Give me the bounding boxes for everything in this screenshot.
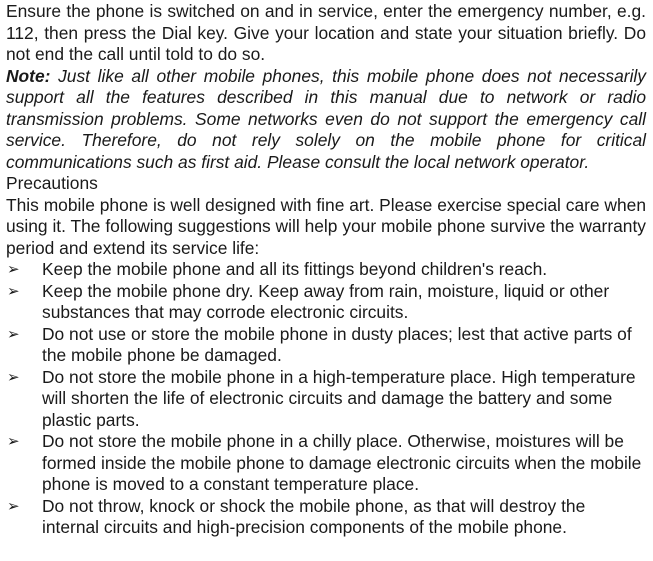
arrowhead-bullet-icon: ➢ <box>7 367 20 386</box>
list-item <box>6 259 646 281</box>
arrowhead-bullet-icon: ➢ <box>7 260 20 278</box>
list-item <box>6 281 646 324</box>
list-item-text: Do not store the mobile phone in a chilly place. Otherwise, moistures will be formed inside the mobile phone to damage electronic circuits when the mobile phone is moved to a constant temperature place. <box>42 431 642 494</box>
list-item <box>6 367 646 432</box>
list-item-text: Do not use or store the mobile phone in dusty places; lest that active parts of the mobile phone be damaged. <box>42 323 632 365</box>
precautions-heading: Precautions <box>6 173 98 193</box>
list-item-text: Keep the mobile phone and all its fittings beyond children's reach. <box>42 259 548 279</box>
arrowhead-bullet-icon: ➢ <box>7 432 20 450</box>
arrowhead-bullet-icon: ➢ <box>7 324 20 343</box>
precautions-list <box>6 259 646 539</box>
precautions-intro: This mobile phone is well designed with fine art. Please exercise special care when using it. The following suggestions will help your mobile phone survive the warranty period and extend its service life: <box>6 194 646 258</box>
note-label: Note: <box>6 65 51 86</box>
list-item <box>6 431 646 496</box>
note-text: Just like all other mobile phones, this mobile phone does not necessarily support all the features described in this manual due to network or radio transmission problems. Some networks even do not support the emergency call service. Therefore, do not rely solely on the mobile phone for critical communications such as first aid. Please consult the local network operator. <box>6 65 646 172</box>
list-item-text: Do not throw, knock or shock the mobile phone, as that will destroy the internal circuits and high-precision components of the mobile phone. <box>42 495 586 537</box>
list-item <box>6 496 646 539</box>
arrowhead-bullet-icon: ➢ <box>7 496 20 515</box>
arrowhead-bullet-icon: ➢ <box>7 281 20 300</box>
note-paragraph <box>6 66 646 174</box>
list-item-text: Keep the mobile phone dry. Keep away from rain, moisture, liquid or other substances that may corrode electronic circuits. <box>42 280 610 322</box>
list-item <box>6 324 646 367</box>
emergency-call-paragraph: Ensure the phone is switched on and in service, enter the emergency number, e.g. 112, then press the Dial key. Give your location and state your situation briefly. Do not end the call until told to do so. <box>6 1 646 64</box>
list-item-text: Do not store the mobile phone in a high-temperature place. High temperature will shorten the life of electronic circuits and damage the battery and some plastic parts. <box>42 366 636 430</box>
